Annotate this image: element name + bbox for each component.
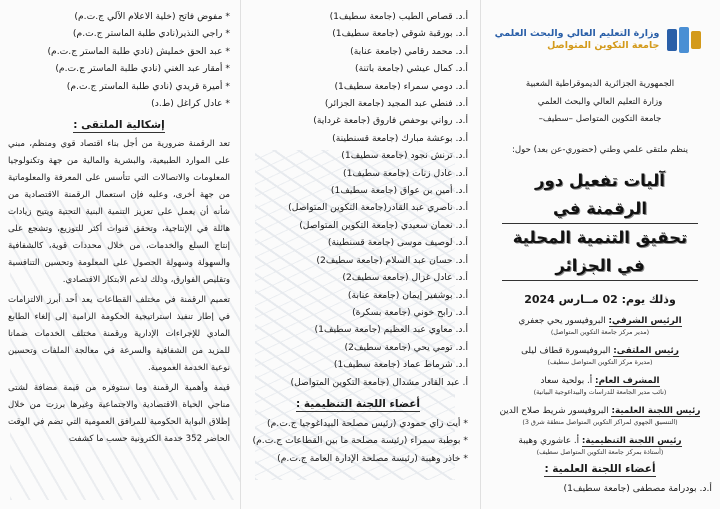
role-organizing-chair bbox=[488, 436, 712, 456]
role-note: (مدير مركز جامعة التكوين المتواصل) bbox=[550, 327, 650, 336]
member-item: أ.د. لوصيف موسى (جامعة قسنطينة) bbox=[327, 237, 468, 249]
institution-line: وزارة التعليم العالي والبحث العلمي bbox=[537, 96, 663, 107]
problem-heading: إشكالية الملتقى : bbox=[73, 119, 165, 132]
role-value: البروفيسور شريط صلاح الدين bbox=[499, 405, 612, 416]
member-item: أ.د. معاوي عبد العظيم (جامعة سطيف1) bbox=[314, 324, 468, 336]
member-item: أ.د. عادل غزال (جامعة سطيف2) bbox=[342, 272, 468, 284]
member-item: أ.د. شرماط عماد (جامعة سطيف1) bbox=[333, 359, 468, 371]
member-item: أ.د. بودرامة مصطفى (جامعة سطيف1) bbox=[563, 482, 712, 494]
org-members-list bbox=[248, 415, 468, 467]
conference-title bbox=[488, 167, 712, 281]
role-conference-president bbox=[488, 346, 712, 366]
problem-paragraph: تعد الرقمنة ضرورية من أجل بناء اقتصاد قوي ومنظم، مبني على الموارد الطبيعية، والبشرية والمالية من جهة وتكنولوجيا المعلومات والاتصالات التي تتأسس على المعرفة والمعلوماتية من جهة أخرى، وعليه فإن استعمال الرقمنة الاقتصادية من شأنه أن يعمل على تعزيز التنمية البنية التحتية ويتيح زيادات هائلة في الإنتاجية، وتحقق قنوات أكثر للتوزيع، وتشجع على إنتاج السلع والخدمات، من خلال محددات قوية، كالشفافية والسهولة وسهولة الحصول على المعلومة وتحسين التنافسية وتقليص الفوارق، وذلك لدعم الابتكار الاقتصادي. bbox=[8, 139, 230, 286]
member-item: * راجي النذير(نادي طلبة الماستر ج.ت.م) bbox=[72, 28, 230, 40]
role-label: الرئيس الشرفي: bbox=[608, 315, 682, 326]
member-item: أ.د. ترنش نجود (جامعة سطيف1) bbox=[341, 150, 468, 162]
member-item: * عادل كراغل (ط.د) bbox=[151, 98, 230, 110]
role-value: البروفيسور يحي جعفري bbox=[518, 315, 609, 326]
member-item: * أمقار عبد الغني (نادي طلبة الماستر ج.ت.م) bbox=[55, 63, 230, 75]
role-note: (مديرة مركز التكوين المتواصل سطيف) bbox=[547, 357, 653, 366]
member-item: أ.د. فنطي عبد المجيد (جامعة الجزائر) bbox=[324, 98, 468, 110]
member-item: أ.د. بورقبة شوقي (جامعة سطيف1) bbox=[332, 28, 468, 40]
member-item: * بوطبة سمراء (رئيسة مصلحة ما بين القطاعات ج.ت.م) bbox=[252, 435, 468, 447]
problem-paragraph: قيمة وأهمية الرقمنة وما ستوفره من قيمة مضافة لشتى مناحي الحياة الاقتصادية والاجتماعية وغيرها برزت من خلال إطلاق البوابة الحكومية للمرافق العمومية التي تضم في الوقت الحاضر 352 خدمة الكترونية حسب ما كشفت bbox=[8, 383, 230, 445]
member-item: أ.د. نعمان سعيدي (جامعة التكوين المتواصل) bbox=[299, 219, 468, 231]
scientific-committee-heading: أعضاء اللجنة العلمية : bbox=[544, 462, 656, 475]
member-item: * أميرة قريدي (نادي طلبة الماستر ج.ت.م) bbox=[66, 80, 230, 92]
member-item: أ.د. ناصري عبد القادر(جامعة التكوين المتواصل) bbox=[288, 202, 468, 214]
org-members-list-cont bbox=[8, 8, 230, 112]
role-honorary-president bbox=[488, 316, 712, 336]
role-note: (التنسيق الجهوي لمراكز التكوين المتواصل منطقة شرق 3) bbox=[522, 417, 678, 426]
role-note: (أستاذة بمركز جامعة التكوين المتواصل سطيف) bbox=[536, 447, 664, 456]
middle-panel bbox=[240, 0, 480, 509]
member-item: أ. عبد القادر مشدال (جامعة التكوين المتواصل) bbox=[290, 376, 468, 388]
org-committee-heading: أعضاء اللجنة التنظيمية : bbox=[296, 397, 420, 410]
member-item: أ.د. تومي يحي (جامعة سطيف2) bbox=[344, 341, 468, 353]
institution-line: الجمهورية الجزائرية الديموقراطية الشعبية bbox=[525, 79, 675, 89]
conference-date: وذلك يوم: 02 مــارس 2024 bbox=[524, 292, 676, 306]
member-item: أ.د. قصاص الطيب (جامعة سطيف1) bbox=[329, 11, 468, 22]
scientific-members-list bbox=[248, 8, 468, 391]
title-line2: تحقيق التنمية المحلية في الجزائر bbox=[502, 224, 698, 281]
member-item: أ.د. دومي سمراء (جامعة سطيف1) bbox=[334, 80, 468, 92]
role-label: المشرف العام: bbox=[595, 375, 660, 386]
member-item: * مفوض فاتح (خلية الاعلام الآلي ج.ت.م) bbox=[74, 11, 230, 22]
institution-block bbox=[488, 76, 712, 129]
right-panel bbox=[480, 0, 720, 509]
role-scientific-chair bbox=[488, 406, 712, 426]
member-item: * خاذر وهيبة (رئيسة مصلحة الإدارة العامة ج.ت.م) bbox=[277, 452, 468, 464]
role-value: أ. عاشوري وهيبة bbox=[518, 435, 582, 446]
member-item: أ.د. محمد رقامي (جامعة عنابة) bbox=[350, 45, 468, 57]
member-item: أ.د. حسان عبد السلام (جامعة سطيف2) bbox=[316, 254, 468, 266]
role-label: رئيس اللجنة العلمية: bbox=[611, 405, 701, 416]
university-logo bbox=[488, 22, 712, 58]
role-value: البروفيسورة قطاف ليلى bbox=[521, 345, 614, 356]
member-item: أ.د. أمين بن عواق (جامعة سطيف1) bbox=[330, 185, 468, 197]
problem-paragraph: تعميم الرقمنة في مختلف القطاعات يعد أحد أبرز الالتزامات في إطار تنفيذ استراتيجية الحكومة الرامية إلى إلغاء الطابع المادي للإجراءات الإدارية ورقمنة مختلف الخدمات ضمانا للمزيد من الشفافية والسرعة في معالجة الملفات وتحسين نوعية الخدمة العمومية. bbox=[8, 295, 230, 374]
role-label: رئيس اللجنة التنظيمية: bbox=[581, 435, 682, 446]
member-item: * أيت زاي حمودي (رئيس مصلحة البيداغوجيا ج.ت.م) bbox=[267, 417, 468, 429]
role-value: أ. بولحية سعاد bbox=[540, 375, 596, 386]
member-item: أ.د. رواني بوحفص فاروق (جامعة غرداية) bbox=[313, 115, 468, 127]
role-label: رئيس الملتقى: bbox=[613, 345, 679, 356]
host-line: ينظم ملتقى علمي وطني (حضوري-عن بعد) حول: bbox=[511, 144, 689, 155]
role-note: (نائب مدير الجامعة للدراسات والبيداغوجية البيانية) bbox=[533, 387, 667, 396]
member-item: أ.د. بوعشة مبارك (جامعة قسنطينة) bbox=[332, 132, 468, 144]
university-emblem-icon bbox=[665, 25, 705, 55]
logo-line2: جامعة التكوين المتواصل bbox=[547, 40, 660, 51]
role-general-supervisor bbox=[488, 376, 712, 396]
member-item: أ.د. عادل زنات (جامعة سطيف1) bbox=[343, 167, 468, 179]
member-item: أ.د. رابح خوني (جامعة بسكرة) bbox=[352, 306, 468, 318]
logo-line1: وزارة التعليم العالي والبحث العلمي bbox=[494, 28, 660, 39]
title-line1: آليات تفعيل دور الرقمنة في bbox=[502, 167, 698, 224]
member-item: * عبد الحق خمليش (نادي طلبة الماستر ج.ت.م) bbox=[47, 45, 230, 57]
member-item: أ.د. كمال عيشي (جامعة باتنة) bbox=[355, 63, 468, 75]
institution-line: جامعة التكوين المتواصل –سطيف– bbox=[538, 114, 662, 124]
member-item: أ.د. بوشفير إيمان (جامعة عنابة) bbox=[347, 289, 468, 301]
left-panel bbox=[0, 0, 240, 509]
